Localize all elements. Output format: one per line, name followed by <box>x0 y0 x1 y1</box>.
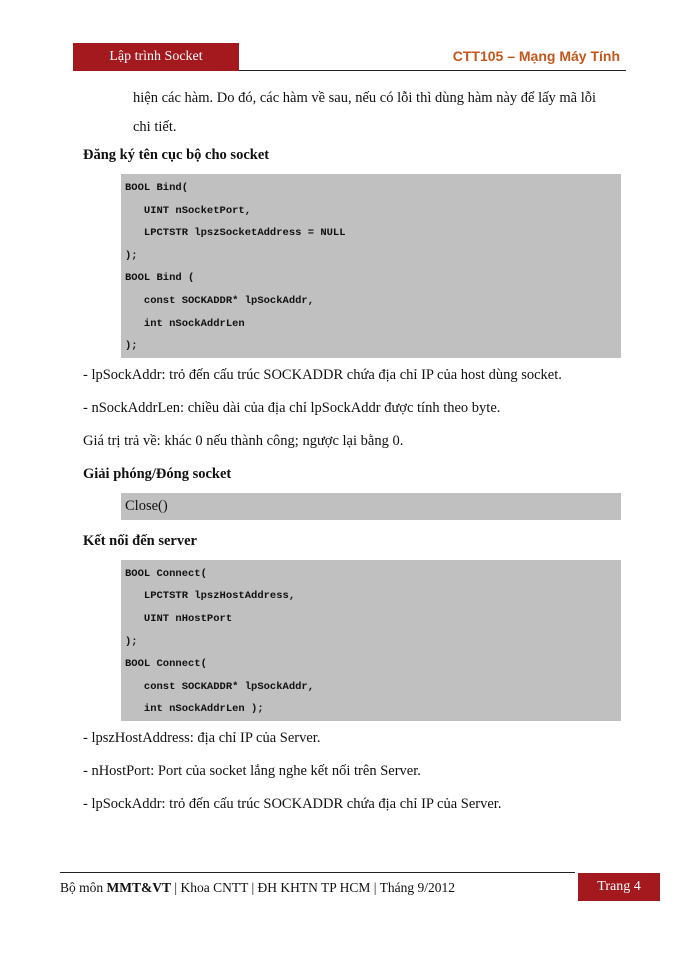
connect-note-host-address: - lpszHostAddress: địa chỉ IP của Server. <box>83 729 321 746</box>
code-line: ); <box>125 340 138 353</box>
code-line: BOOL Bind( <box>125 182 189 194</box>
bind-note-nsockaddrlen: - nSockAddrLen: chiều dài của địa chỉ lpSockAddr được tính theo byte. <box>83 399 501 416</box>
connect-code-block <box>121 560 621 721</box>
code-line: int nSockAddrLen ); <box>125 703 264 716</box>
bind-heading: Đăng ký tên cục bộ cho socket <box>83 147 270 163</box>
intro-paragraph <box>83 84 623 142</box>
page-content <box>83 84 623 828</box>
intro-line-1: hiện các hàm. Do đó, các hàm về sau, nếu có lỗi thì dùng hàm này để lấy mã lỗi <box>133 90 597 106</box>
page-footer <box>60 872 660 902</box>
bind-note-lpsockaddr: - lpSockAddr: trỏ đến cấu trúc SOCKADDR chứa địa chỉ IP của host dùng socket. <box>83 366 562 383</box>
code-line: BOOL Connect( <box>125 658 207 671</box>
footer-rest: | Khoa CNTT | ĐH KHTN TP HCM | Tháng 9/2012 <box>171 880 455 895</box>
code-line: ); <box>125 249 138 262</box>
code-line: int nSockAddrLen <box>125 317 245 330</box>
code-line: LPCTSTR lpszSocketAddress = NULL <box>125 227 346 240</box>
code-line: const SOCKADDR* lpSockAddr, <box>125 294 315 307</box>
header-section-tag: Lập trình Socket <box>73 43 239 71</box>
footer-text <box>60 880 455 896</box>
page-number: Trang 4 <box>578 873 660 901</box>
footer-rule <box>60 872 575 873</box>
code-line: UINT nHostPort <box>125 612 233 625</box>
connect-note-lpsockaddr: - lpSockAddr: trỏ đến cấu trúc SOCKADDR chứa địa chỉ IP của Server. <box>83 795 502 812</box>
footer-dept: MMT&VT <box>106 880 172 895</box>
close-code-block: Close() <box>121 493 621 520</box>
code-line: BOOL Connect( <box>125 567 207 580</box>
code-line: ); <box>125 635 138 648</box>
connect-note-host-port: - nHostPort: Port của socket lắng nghe kết nối trên Server. <box>83 762 421 779</box>
bind-note-return-value: Giá trị trả về: khác 0 nếu thành công; ngược lại bằng 0. <box>83 432 404 449</box>
page-header <box>73 43 626 73</box>
code-line: BOOL Bind ( <box>125 272 195 285</box>
header-rule <box>239 70 626 71</box>
header-course-title: CTT105 – Mạng Máy Tính <box>452 48 620 64</box>
bind-code-block <box>121 174 621 358</box>
intro-line-2: chi tiết. <box>133 119 177 135</box>
footer-prefix: Bộ môn <box>60 880 107 895</box>
close-heading: Giải phóng/Đóng socket <box>83 465 232 482</box>
code-line: LPCTSTR lpszHostAddress, <box>125 590 296 603</box>
code-line: UINT nSocketPort, <box>125 204 252 217</box>
connect-heading: Kết nối đến server <box>83 532 197 549</box>
code-line: const SOCKADDR* lpSockAddr, <box>125 680 315 693</box>
